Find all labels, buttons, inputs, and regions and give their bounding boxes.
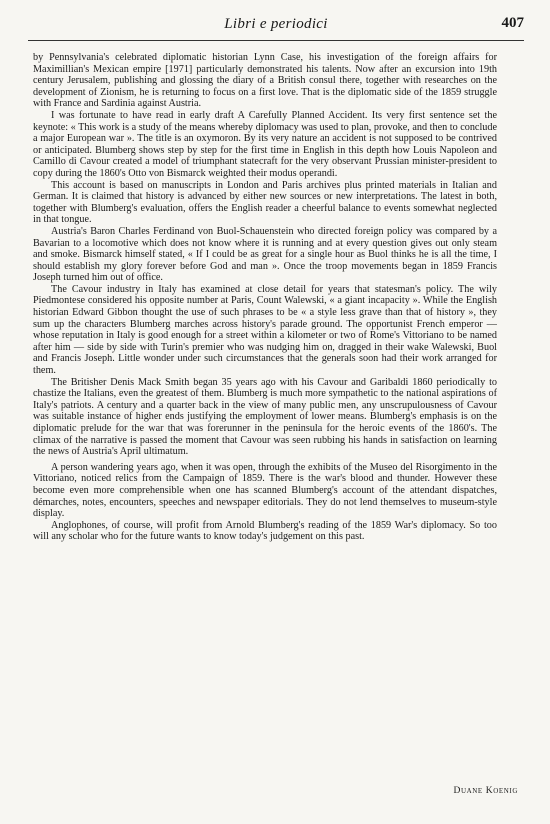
paragraph-2: I was fortunate to have read in early draft A Carefully Planned Accident. Its very first sentence set the keynote: « This work is a study of the means whereby diplomacy was used to plan, provoke, and then to conclude a major European war ». The title is an oxymoron. By its very nature an accident is not supposed to be contrived or anticipated. Blumberg shows step by step for the first time in English in this depth how Louis Napoleon and Camillo di Cavour created a model of triumphant statecraft for the very observant Prussian minister-president to copy during the 1860's Otto von Bismarck weighted their modus operandi. xyxy=(33,109,497,179)
paragraph-7: A person wandering years ago, when it was open, through the exhibits of the Museo del Risorgimento in the Vittoriano, noticed relics from the Campaign of 1859. There is the war's blood and thunder. However these become even more comprehensible when one has scanned Blumberg's account of the attendant dispatches, démarches, notes, encounters, speeches and newspaper editorials. They do not lend themselves to museum-style display. xyxy=(33,461,497,520)
paragraph-6: The Britisher Denis Mack Smith began 35 years ago with his Cavour and Garibaldi 1860 periodically to chastize the Italians, even the greatest of them. Blumberg is much more sympathetic to the national aspirations of Italy's patriots. A century and a quarter back in the view of many public men, any unscrupulousness of Cavour was suitable instance of higher ends justifying the employment of lower means. Blumberg's emphasis is on the diplomatic prelude for the war that was forerunner in the peninsula for the heroic events of the 1860's. The climax of the narrative is passed the moment that Cavour was seen rubbing his hands in satisfaction on learning the news of Austria's April ultimatum. xyxy=(33,376,497,458)
running-title: Libri e periodici xyxy=(224,16,328,32)
paragraph-5: The Cavour industry in Italy has examined at close detail for years that statesman's policy. The wily Piedmontese considered his opposite number at Paris, Count Walewski, « a giant incapacity ». While the English historian Edward Gibbon thought the use of such phrases to be « a style less grave than that of history », they sum up the characters Blumberg marches across history's parade ground. The opportunist French emperor — whose reputation in Italy is good enough for a street within a kilometer or two of Rome's Vittoriano to be named after him — side by side with Turin's premier who was nudging him on, dragged in their wake Walewski, Buol and Francis Joseph. Little wonder under such circumstances that the generals soon had their work arranged for them. xyxy=(33,283,497,377)
header-rule xyxy=(28,40,524,41)
paragraph-8: Anglophones, of course, will profit from Arnold Blumberg's reading of the 1859 War's diplomacy. So too will any scholar who for the future wants to know today's judgement on this past. xyxy=(33,519,497,543)
paragraph-3: This account is based on manuscripts in London and Paris archives plus printed materials in Italian and German. It is claimed that history is advanced by either new sources or new interpretations. The latest in both, together with Blumberg's evaluation, offers the English reader a cheerful balance to events somewhat neglected in that tongue. xyxy=(33,179,497,226)
author-signature: Duane Koenig xyxy=(453,786,518,796)
page-number: 407 xyxy=(501,15,524,31)
page-header xyxy=(28,14,524,36)
article-body xyxy=(33,52,497,543)
paragraph-1: by Pennsylvania's celebrated diplomatic historian Lynn Case, his investigation of the foreign affairs for Maximillian's Mexican empire [1971] particularly demonstrated his talents. Now after an excursion into 19th century Jerusalem, publishing and glossing the diary of a British consul there, together with researches on the development of Zionism, he is returning to focus on a first love. That is the diplomatic side of the 1859 struggle with France and Sardinia against Austria. xyxy=(33,52,497,110)
paragraph-4: Austria's Baron Charles Ferdinand von Buol-Schauenstein who directed foreign policy was compared by a Bavarian to a locomotive which does not know where it is running and at every question gives out only steam and smoke. Bismarck himself stated, « If I could be as great for a single hour as Buol thinks he is all the time, I should establish my glory forever before God and man ». Once the troop movements began in 1859 Francis Joseph turned him out of office. xyxy=(33,225,497,284)
